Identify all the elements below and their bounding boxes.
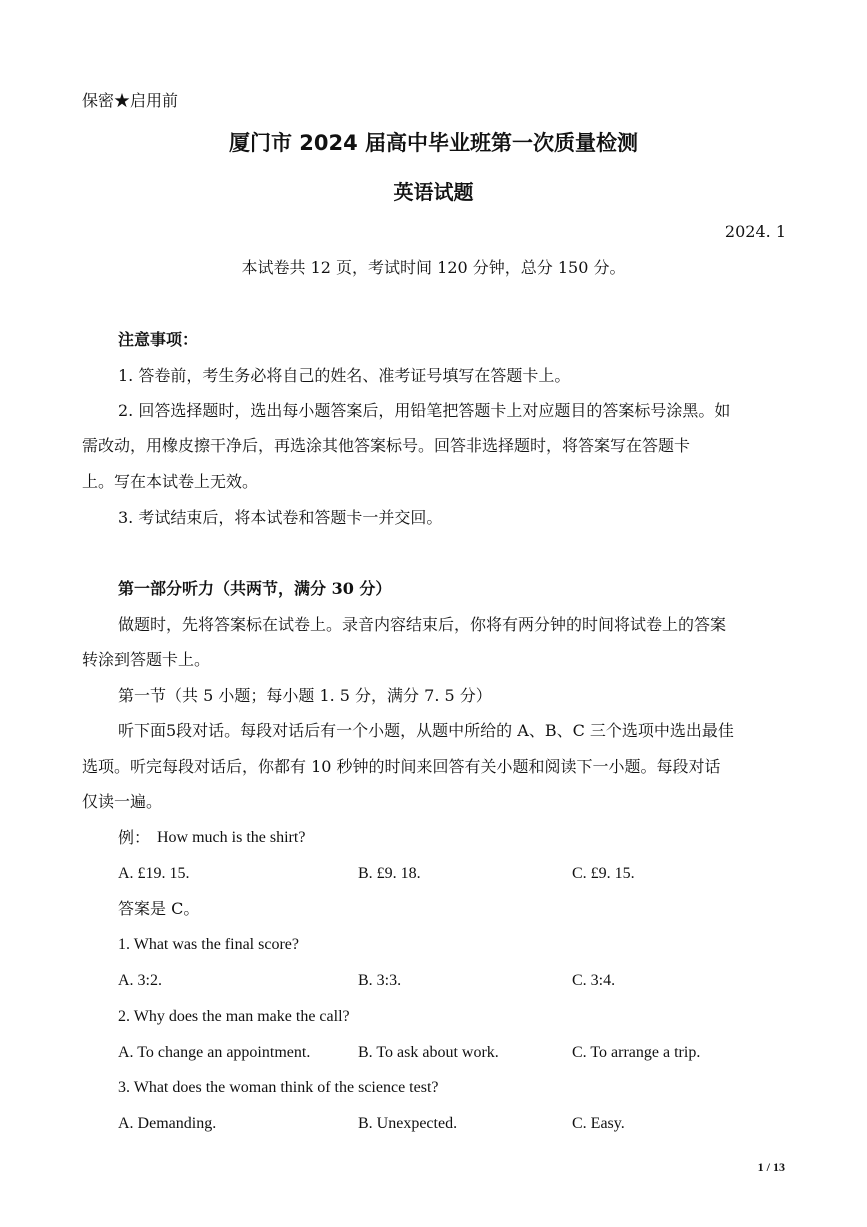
example-option-a: A. £19. 15. bbox=[118, 865, 190, 882]
exam-title: 厦门市 2024 届高中毕业班第一次质量检测 bbox=[228, 131, 639, 155]
part1-intro-line-2: 转涂到答题卡上。 bbox=[82, 650, 211, 669]
example-question: How much is the shirt? bbox=[157, 829, 306, 846]
example-answer: 答案是 C。 bbox=[118, 899, 200, 918]
section1-heading: 第一节（共 5 小题；每小题 1. 5 分，满分 7. 5 分） bbox=[118, 686, 492, 705]
q1-option-c: C. 3:4. bbox=[572, 972, 616, 989]
notes-heading: 注意事项： bbox=[118, 330, 199, 349]
question-3: 3. What does the woman think of the science test? bbox=[118, 1079, 439, 1096]
note-item-3: 3. 考试结束后，将本试卷和答题卡一并交回。 bbox=[118, 508, 443, 527]
exam-info: 本试卷共 12 页，考试时间 120 分钟，总分 150 分。 bbox=[241, 258, 626, 277]
part1-heading: 第一部分听力（共两节，满分 30 分） bbox=[118, 579, 392, 598]
example-option-b: B. £9. 18. bbox=[358, 865, 421, 882]
q3-option-a: A. Demanding. bbox=[118, 1115, 217, 1132]
q2-option-b: B. To ask about work. bbox=[358, 1044, 499, 1061]
instructions-line-2: 选项。听完每段对话后，你都有 10 秒钟的时间来回答有关小题和阅读下一小题。每段对话 bbox=[82, 757, 721, 776]
q3-option-c: C. Easy. bbox=[572, 1115, 625, 1132]
q3-option-b: B. Unexpected. bbox=[358, 1115, 458, 1132]
q2-option-a: A. To change an appointment. bbox=[118, 1044, 311, 1061]
note-item-2-line-1: 2. 回答选择题时，选出每小题答案后，用铅笔把答题卡上对应题目的答案标号涂黑。如 bbox=[118, 401, 731, 420]
q2-option-c: C. To arrange a trip. bbox=[572, 1044, 701, 1061]
question-1: 1. What was the final score? bbox=[118, 936, 299, 953]
q1-option-a: A. 3:2. bbox=[118, 972, 162, 989]
note-item-1: 1. 答卷前，考生务必将自己的姓名、准考证号填写在答题卡上。 bbox=[118, 366, 571, 385]
example-option-c: C. £9. 15. bbox=[572, 865, 635, 882]
note-item-2-line-3: 上。写在本试卷上无效。 bbox=[82, 472, 259, 491]
question-2: 2. Why does the man make the call? bbox=[118, 1008, 350, 1025]
q1-option-b: B. 3:3. bbox=[358, 972, 402, 989]
exam-date: 2024. 1 bbox=[724, 222, 786, 241]
page-number: 1 / 13 bbox=[757, 1160, 785, 1174]
instructions-line-3: 仅读一遍。 bbox=[82, 792, 163, 811]
instructions-line-1: 听下面5段对话。每段对话后有一个小题，从题中所给的 A、B、C 三个选项中选出最佳 bbox=[118, 721, 734, 740]
confidential-label: 保密★启用前 bbox=[82, 91, 179, 110]
part1-intro-line-1: 做题时，先将答案标在试卷上。录音内容结束后，你将有两分钟的时间将试卷上的答案 bbox=[118, 615, 727, 634]
note-item-2-line-2: 需改动，用橡皮擦干净后，再选涂其他答案标号。回答非选择题时，将答案写在答题卡 bbox=[82, 436, 691, 455]
example-label: 例： bbox=[118, 828, 151, 847]
exam-subtitle: 英语试题 bbox=[393, 180, 474, 204]
